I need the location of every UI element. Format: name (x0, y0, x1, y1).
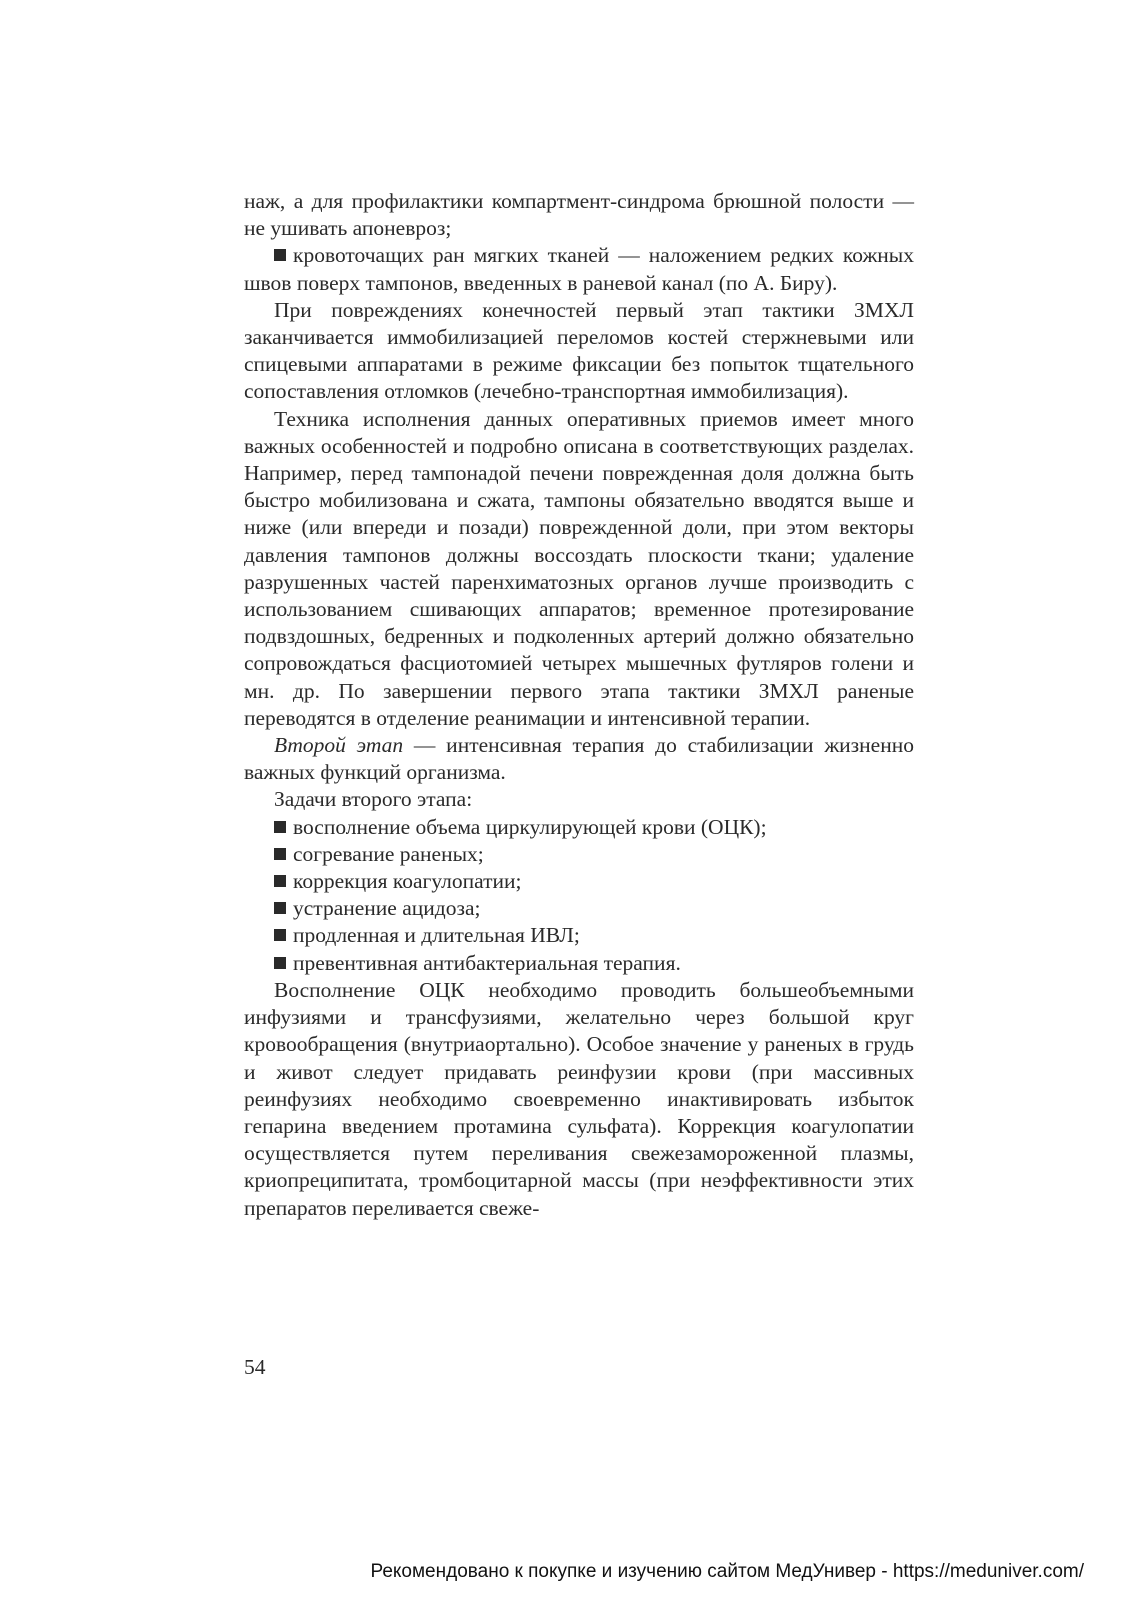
square-bullet-icon (274, 929, 286, 941)
square-bullet-icon (274, 957, 286, 969)
square-bullet-icon (274, 249, 286, 261)
list-item-text: коррекция коагулопатии; (293, 869, 522, 894)
tasks-list (244, 814, 914, 977)
list-item (244, 868, 914, 895)
bullet-item-soft-tissue (244, 242, 914, 296)
list-item (244, 922, 914, 949)
footer-watermark: Рекомендовано к покупке и изучению сайтом МедУнивер - https://meduniver.com/ (370, 1561, 1084, 1582)
list-item (244, 950, 914, 977)
paragraph-technique: Техника исполнения данных оперативных приемов имеет много важных особенностей и подробно описана в соответствующих разделах. Например, перед тампонадой печени поврежденная доля должна быть быстро мобилизована и сжата, тампоны обязательно вводятся выше и ниже (или впереди и позади) поврежденной доли, при этом векторы давления тампонов должны воссоздать плоскости ткани; удаление разрушенных частей паренхиматозных органов лучше производить с использованием сшивающих аппаратов; временное протезирование подвздошных, бедренных и подколенных артерий должно обязательно сопровождаться фасциотомией четырех мышечных футляров голени и мн. др. По завершении первого этапа тактики ЗМХЛ раненые переводятся в отделение реанимации и интенсивной терапии. (244, 406, 914, 730)
list-item (244, 814, 914, 841)
list-item (244, 841, 914, 868)
page-body (244, 188, 914, 1222)
tasks-heading: Задачи второго этапа: (274, 787, 473, 812)
term-second-stage: Второй этап (274, 733, 404, 758)
paragraph-limb-injuries: При повреждениях конечностей первый этап тактики ЗМХЛ заканчивается иммобилизацией переломов костей стержневыми или спицевыми аппаратами в режиме фиксации без попыток тщательного сопоставления отломков (лечебно-транспортная иммобилизация). (244, 297, 914, 404)
paragraph-second-stage (244, 732, 914, 786)
paragraph-volume-replacement: Восполнение ОЦК необходимо проводить большеобъемными инфузиями и трансфузиями, желательно через большой круг кровообращения (внутриаортально). Особое значение у раненых в грудь и живот следует придавать реинфузии крови (при массивных реинфузиях необходимо своевременно инактивировать избыток гепарина введением протамина сульфата). Коррекция коагулопатии осуществляется путем переливания свежезамороженной плазмы, криопреципитата, тромбоцитарной массы (при неэффективности этих препаратов переливается свеже- (244, 977, 914, 1220)
list-item-text: восполнение объема циркулирующей крови (ОЦК); (293, 814, 767, 839)
page-number: 54 (244, 1355, 266, 1379)
list-item-text: превентивная антибактериальная терапия. (293, 950, 681, 975)
list-item (244, 895, 914, 922)
paragraph-continuation: наж, а для профилактики компартмент-синдрома брюшной полости — не ушивать апоневроз; (244, 189, 914, 241)
list-item-text: продленная и длительная ИВЛ; (293, 923, 580, 948)
list-item-text: устранение ацидоза; (293, 896, 481, 921)
square-bullet-icon (274, 821, 286, 833)
square-bullet-icon (274, 902, 286, 914)
square-bullet-icon (274, 875, 286, 887)
square-bullet-icon (274, 848, 286, 860)
bullet-text: кровоточащих ран мягких тканей — наложением редких кожных швов поверх тампонов, введенных в раневой канал (по А. Биру). (244, 243, 914, 295)
list-item-text: согревание раненых; (293, 841, 484, 866)
second-stage-definition: — интенсивная терапия до стабилизации жизненно важных функций организма. (244, 733, 914, 785)
